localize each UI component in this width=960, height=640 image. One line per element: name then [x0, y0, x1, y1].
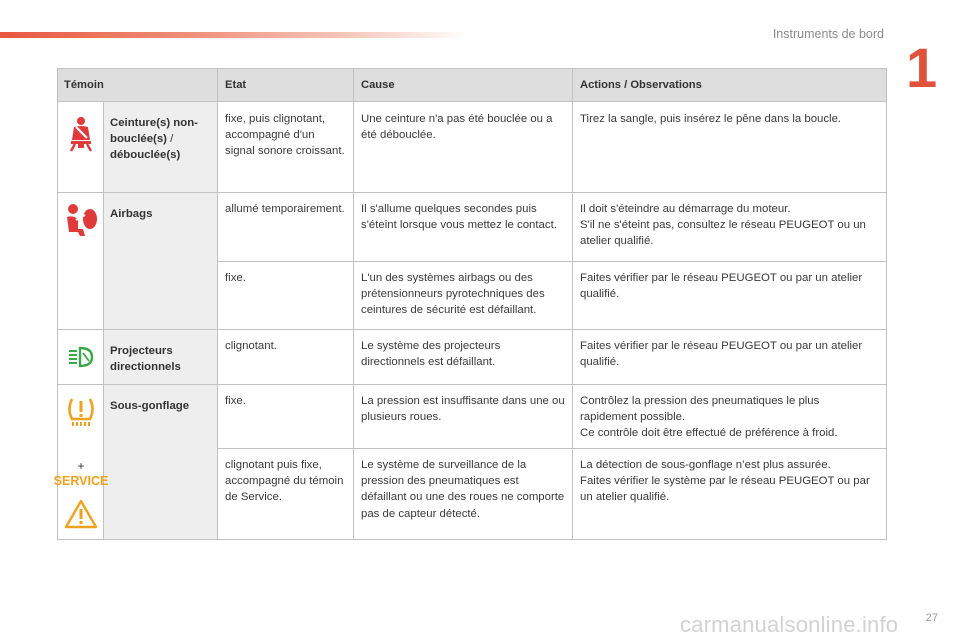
underinflation-row2-action	[573, 449, 887, 540]
chapter-number: 1	[906, 36, 938, 99]
airbags-row1-action-line1: Il doit s'éteindre au démarrage du moteur.	[580, 203, 791, 215]
service-warning-icon	[53, 473, 109, 488]
table-row-airbags-1	[58, 193, 887, 262]
underinflation-row2-etat: clignotant puis fixe, accompagné du témoin de Service.	[218, 449, 354, 540]
underinflation-row2-action-line2: Faites vérifier le système par le réseau PEUGEOT ou par un atelier qualifié.	[580, 475, 870, 504]
chapter-title: Instruments de bord	[772, 27, 884, 41]
underinflation-row2-cause: Le système de surveillance de la pression des pneumatiques est défaillant ou une des roues ne comporte pas de capteur détecté.	[354, 449, 573, 540]
directional-headlamp-icon	[66, 346, 96, 368]
icon-cell-seatbelt	[58, 102, 104, 193]
icon-cell-headlamps	[58, 330, 104, 385]
underinflation-row2-action-line1: La détection de sous-gonflage n’est plus assurée.	[580, 459, 831, 471]
underinflation-row1-action	[573, 385, 887, 449]
airbags-row1-action-line2: S'il ne s'éteint pas, consultez le réseau PEUGEOT ou un atelier qualifié.	[580, 219, 866, 248]
header-cause: Cause	[354, 69, 573, 102]
header-etat: Etat	[218, 69, 354, 102]
airbag-warning-icon	[63, 203, 99, 237]
label-headlamps: Projecteurs directionnels	[104, 330, 218, 385]
underinflation-row1-etat: fixe.	[218, 385, 354, 449]
seatbelt-name-a: Ceinture(s) non-bouclée(s)	[110, 117, 198, 146]
watermark: carmanualsonline.info	[680, 612, 899, 637]
label-airbags: Airbags	[104, 193, 218, 330]
seatbelt-name-b: débouclée(s)	[110, 149, 181, 162]
header-accent-bar	[0, 32, 470, 38]
seatbelt-action: Tirez la sangle, puis insérez le pêne dans la boucle.	[573, 102, 887, 193]
table-header-row	[58, 69, 887, 102]
seatbelt-name-separator: /	[166, 133, 174, 146]
service-label: SERVICE	[53, 474, 109, 488]
headlamps-cause: Le système des projecteurs directionnels est défaillant.	[354, 330, 573, 385]
airbags-row2-etat: fixe.	[218, 262, 354, 330]
header-temoin: Témoin	[58, 69, 218, 102]
seatbelt-etat: fixe, puis clignotant, accompagné d'un signal sonore croissant.	[218, 102, 354, 193]
table-row-underinflation-1	[58, 385, 887, 449]
airbags-row2-cause: L'un des systèmes airbags ou des prétensionneurs pyrotechniques des ceintures de sécurité est défaillant.	[354, 262, 573, 330]
seatbelt-cause: Une ceinture n'a pas été bouclée ou a été débouclée.	[354, 102, 573, 193]
icon-cell-airbags	[58, 193, 104, 330]
underinflation-row1-cause: La pression est insuffisante dans une ou plusieurs roues.	[354, 385, 573, 449]
airbags-row2-action: Faites vérifier par le réseau PEUGEOT ou par un atelier qualifié.	[573, 262, 887, 330]
headlamps-action: Faites vérifier par le réseau PEUGEOT ou par un atelier qualifié.	[573, 330, 887, 385]
page-number: 27	[925, 612, 938, 624]
plus-sign: +	[77, 459, 85, 473]
table-row-headlamps	[58, 330, 887, 385]
label-underinflation: Sous-gonflage	[104, 385, 218, 540]
triangle-warning-icon	[64, 498, 98, 530]
airbags-row1-cause: Il s'allume quelques secondes puis s'éteint lorsque vous mettez le contact.	[354, 193, 573, 262]
header-actions: Actions / Observations	[573, 69, 887, 102]
icon-cell-underinflation	[53, 385, 109, 540]
label-seatbelt	[104, 102, 218, 193]
airbags-row1-etat: allumé temporairement.	[218, 193, 354, 262]
table-row-seatbelt	[58, 102, 887, 193]
underinflation-row1-action-line2: Ce contrôle doit être effectué de préférence à froid.	[580, 427, 838, 440]
underinflation-row1-action-line1: Contrôlez la pression des pneumatiques le plus rapidement possible.	[580, 395, 820, 424]
tyre-pressure-warning-icon	[66, 395, 96, 427]
warning-lights-table	[53, 68, 887, 540]
seatbelt-warning-icon	[67, 116, 95, 152]
headlamps-etat: clignotant.	[218, 330, 354, 385]
airbags-row1-action	[573, 193, 887, 262]
